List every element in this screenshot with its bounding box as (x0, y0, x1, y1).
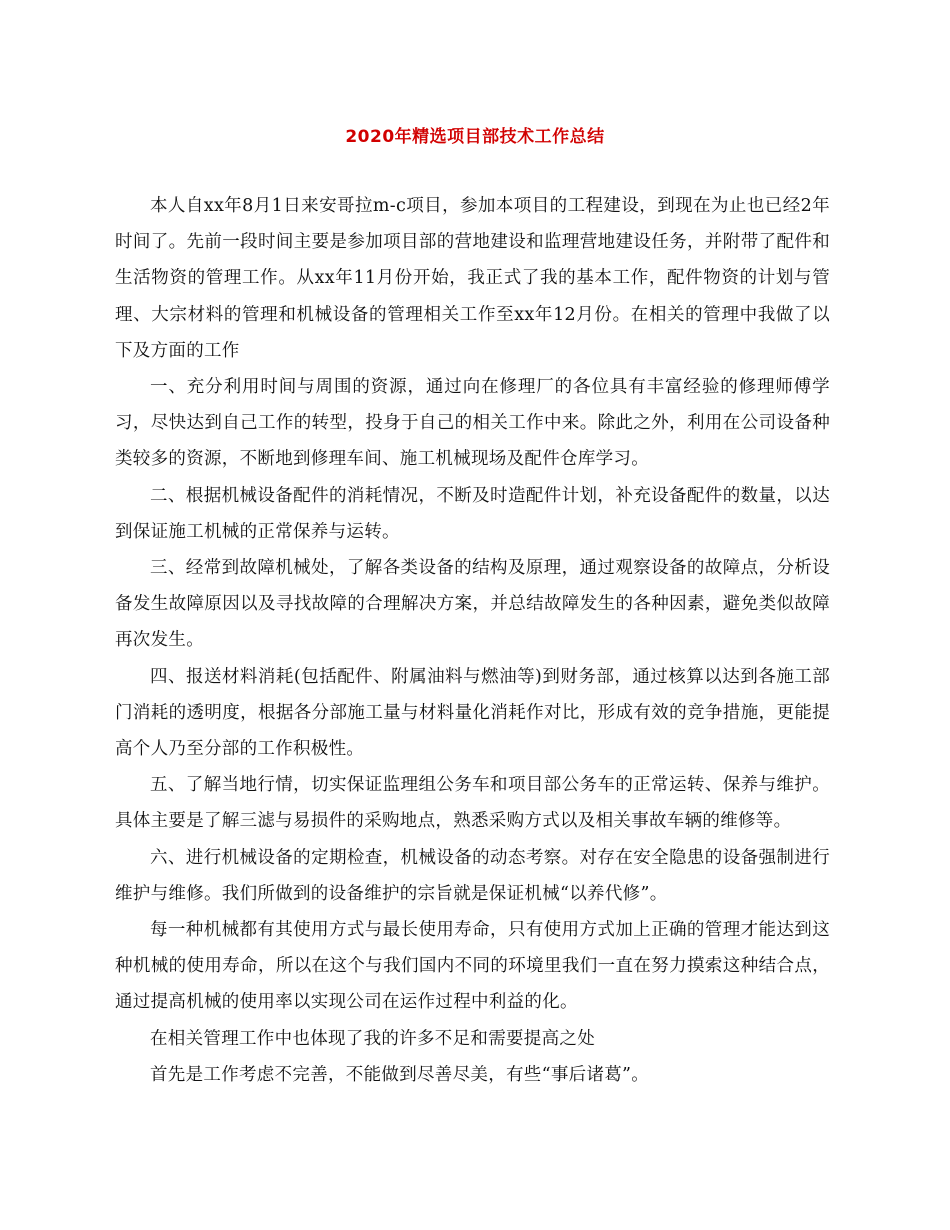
document-title: 2020年精选项目部技术工作总结 (345, 127, 605, 147)
paragraph-intro: 本人自xx年8月1日来安哥拉m-c项目，参加本项目的工程建设，到现在为止也已经2年时间了。先前一段时间主要是参加项目部的营地建设和监理营地建设任务，并附带了配件和生活物资的管理工作。从xx年11月份开始，我正式了我的基本工作，配件物资的计划与管理、大宗材料的管理和机械设备的管理相关工作至xx年12月份。在相关的管理中我做了以下及方面的工作 (115, 196, 830, 361)
paragraph-item-1: 一、充分利用时间与周围的资源，通过向在修理厂的各位具有丰富经验的修理师傅学习，尽快达到自己工作的转型，投身于自己的相关工作中来。除此之外，利用在公司设备种类较多的资源，不断地到修理车间、施工机械现场及配件仓库学习。 (115, 377, 830, 470)
paragraph-item-6: 六、进行机械设备的定期检查，机械设备的动态考察。对存在安全隐患的设备强制进行维护与维修。我们所做到的设备维护的宗旨就是保证机械“以养代修”。 (115, 847, 830, 904)
paragraph-item-3: 三、经常到故障机械处，了解各类设备的结构及原理，通过观察设备的故障点，分析设备发生故障原因以及寻找故障的合理解决方案，并总结故障发生的各种因素，避免类似故障再次发生。 (115, 558, 830, 651)
paragraph-shortcomings-intro: 在相关管理工作中也体现了我的许多不足和需要提高之处 (150, 1028, 595, 1049)
paragraph-item-4: 四、报送材料消耗(包括配件、附属油料与燃油等)到财务部，通过核算以达到各施工部门消耗的透明度，根据各分部施工量与材料量化消耗作对比，形成有效的竞争措施，更能提高个人乃至分部的工作积极性。 (115, 666, 830, 760)
paragraph-machine-lifespan: 每一种机械都有其使用方式与最长使用寿命，只有使用方式加上正确的管理才能达到这种机械的使用寿命，所以在这个与我们国内不同的环境里我们一直在努力摸索这种结合点，通过提高机械的使用率以实现公司在运作过程中利益的化。 (115, 920, 830, 1013)
paragraph-item-2: 二、根据机械设备配件的消耗情况，不断及时造配件计划，补充设备配件的数量，以达到保证施工机械的正常保养与运转。 (115, 485, 830, 542)
paragraph-item-5: 五、了解当地行情，切实保证监理组公务车和项目部公务车的正常运转、保养与维护。具体主要是了解三滤与易损件的采购地点，熟悉采购方式以及相关事故车辆的维修等。 (115, 775, 830, 832)
document-body (115, 188, 830, 1093)
paragraph-shortcoming-first: 首先是工作考虑不完善，不能做到尽善尽美，有些“事后诸葛”。 (150, 1064, 650, 1085)
